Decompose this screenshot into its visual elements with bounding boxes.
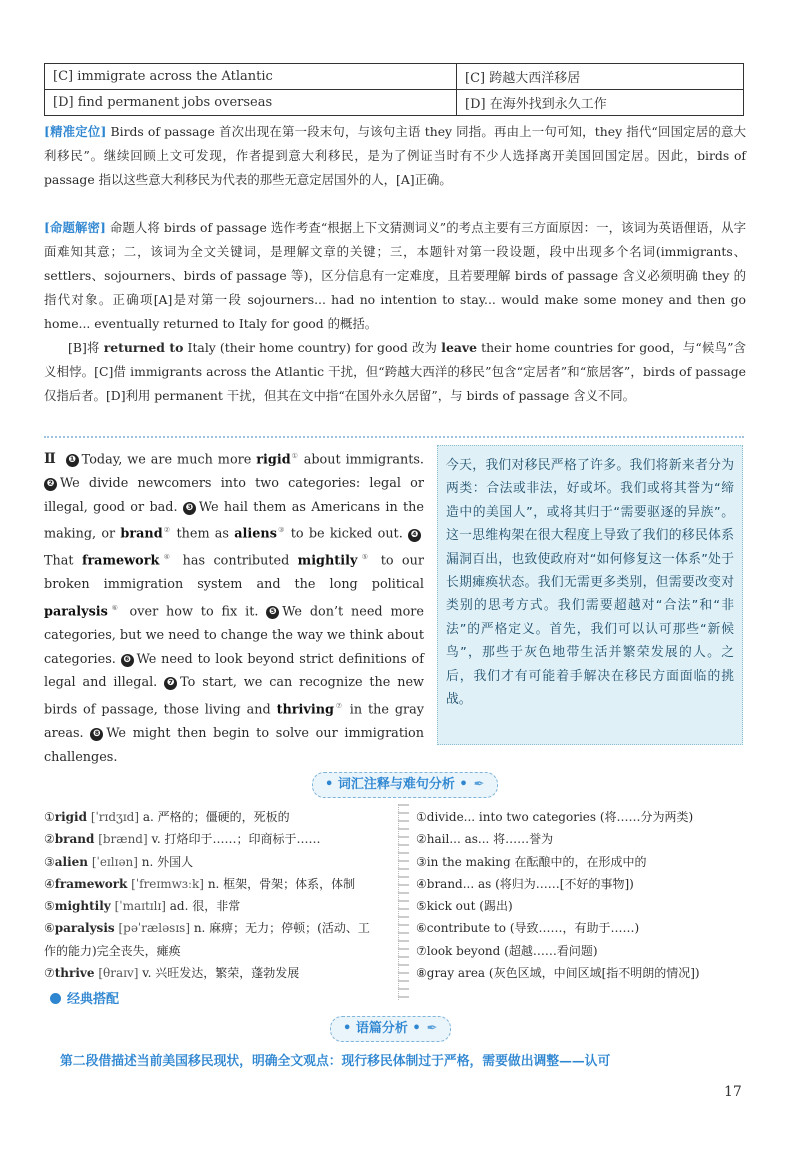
footnote-mark: ① <box>290 452 299 460</box>
jingzhun-paragraph <box>44 120 746 192</box>
option-d-zh: [D] 在海外找到永久工作 <box>457 90 744 116</box>
vocab-item-continued <box>44 940 394 962</box>
definition: n. 外国人 <box>141 854 194 869</box>
footnote-mark: ⑦ <box>333 702 344 711</box>
phrase-item: ⑧gray area (灰色区域，中间区域[指不明朗的情况]) <box>416 966 700 981</box>
vocab-item <box>44 873 394 895</box>
sentence-text: over how to fix it. <box>121 604 267 620</box>
sentence-text: That <box>44 553 82 569</box>
phonetic: [ˈrɪdʒɪd] <box>87 810 143 824</box>
phrase-item: ⑥contribute to (导致……，有助于……) <box>416 921 640 936</box>
sentence-text: to our broken immigration system and the long political <box>44 553 424 593</box>
analysis-section-header <box>330 1016 451 1042</box>
item-number: ③ <box>44 854 55 869</box>
pen-icon: ✒ <box>426 1021 438 1036</box>
sentence-text: We hail them as Americans in the making, or <box>44 499 424 542</box>
vocab-word: paralysis <box>54 921 115 936</box>
phonetic: [ˈfreɪmwɜːk] <box>127 876 208 891</box>
keyword: paralysis <box>44 604 108 620</box>
item-number: ⑤ <box>44 899 55 914</box>
sentence-text: them as <box>171 526 235 542</box>
text-fragment: Italy (their home country) for good 改为 <box>183 340 442 355</box>
sentence-number: ❽ <box>90 728 103 741</box>
sentence-text: To start, we can recognize the new birds of passage, those living and <box>44 675 425 718</box>
definition: n. 框架，骨架；体系，体制 <box>207 876 356 891</box>
vocab-word: alien <box>54 854 89 869</box>
item-number: ② <box>44 832 55 847</box>
sentence-text: Today, we are much more <box>81 452 257 468</box>
phrase-item: ①divide... into two categories (将……分为两类) <box>416 810 694 824</box>
jingzhun-tag: [精准定位] <box>44 124 107 139</box>
phonetic: [ˈeɪlɪən] <box>88 854 142 869</box>
item-number: ⑦ <box>44 966 55 981</box>
table-row <box>45 90 744 116</box>
phrase-item: ③in the making 在酝酿中的，在形成中的 <box>416 854 647 869</box>
vocab-item <box>44 917 394 939</box>
keyword: aliens <box>234 526 277 542</box>
sentence-number: ❸ <box>183 502 196 515</box>
sentence-number: ❻ <box>121 654 134 667</box>
keyword: framework <box>81 553 160 569</box>
keyword: rigid <box>256 452 291 468</box>
chinese-translation-box: 今天，我们对移民严格了许多。我们将新来者分为两类：合法或非法，好或坏。我们或将其誉为“缔造中的美国人”，或将其归于“需要驱逐的异族”。这一思维构架在很大程度上导致了我们的移民体系漏洞百出，也致使政府对“如何修复这一体系”处于长期瘫痪状态。我们无需更多类别，但需要改变对类别的思考方式。我们需要超越对“合法”和“非法”的严格定义。首先，我们可以认可那些“新候鸟”，那些于灰色地带生活并繁荣发展的人。之后，我们才有可能着手解决在移民方面面临的挑战。 <box>437 445 743 745</box>
vocab-section-header <box>312 772 498 798</box>
definition: ad. 很，非常 <box>169 899 241 914</box>
footnote-mark: ③ <box>276 526 286 535</box>
vocab-list <box>44 806 394 984</box>
sentence-text: to be kicked out. <box>285 526 408 542</box>
vocab-item <box>44 828 394 850</box>
options-table <box>44 63 744 116</box>
jingzhun-text: Birds of passage 首次出现在第一段末句，与该句主语 they 同指。再由上一句可知，they 指代“回国定居的意大利移民”。继续回顾上文可发现，作者提到意大利移民，是为了例证当时有不少人选择离开美国回国定居。因此，birds of passage 指以这些意大利移民为代表的那些无意定居国外的人，[A]正确。 <box>44 124 746 187</box>
sentence-number: ❼ <box>164 677 177 690</box>
sentence-text: We might then begin to solve our immigration challenges. <box>44 726 424 765</box>
footnote-mark: ② <box>162 526 172 535</box>
spiral-divider <box>398 804 409 1000</box>
section-title: • 词汇注释与难句分析 • <box>325 777 468 792</box>
english-passage <box>44 445 424 769</box>
vocab-word: brand <box>54 832 95 847</box>
option-c-en: [C] immigrate across the Atlantic <box>45 64 457 90</box>
option-d-en: [D] find permanent jobs overseas <box>45 90 457 116</box>
vocab-word: rigid <box>54 810 87 824</box>
mingti-text: 命题人将 birds of passage 选作考查“根据上下文猜测词义”的考点主要有三方面原因：一，该词为英语俚语，从字面难知其意；二，该词为全文关键词，是理解文章的关键；三，本题针对第一段设题，段中出现多个名词(immigrants、settlers、sojourners、birds of passage 等)，区分信息有一定难度，且若要理解 birds of passage 含义必须明确 they 的指代对象。正确项[A]是对第一段 sojourners... had no intention to stay... would make some money and then go home... eventually returned to Italy for good 的概括。 <box>44 220 746 331</box>
phonetic: [pəˈræləsɪs] <box>114 921 194 936</box>
text-fragment: [B]将 <box>68 340 104 355</box>
sentence-text: We divide newcomers into two categories: legal or illegal, good or bad. <box>44 475 424 515</box>
footnote-mark: ④ <box>159 553 175 562</box>
vocab-word: framework <box>54 876 128 891</box>
vocab-word: mightily <box>54 899 111 914</box>
definition: v. 兴旺发达，繁荣，蓬勃发展 <box>142 966 300 981</box>
keyword: mightily <box>297 553 358 569</box>
sentence-text: about immigrants. <box>298 452 424 468</box>
vocab-item <box>44 851 394 873</box>
sentence-text: We don’t need more categories, but we need to change the way we think about categories. <box>44 604 424 667</box>
sentence-text: in the gray areas. <box>44 702 424 742</box>
sentence-number: ❷ <box>44 478 57 491</box>
option-b-analysis <box>44 336 746 408</box>
definition: v. 打烙印于……；印商标于…… <box>151 832 321 847</box>
sentence-text: We need to look beyond strict definitions of legal and illegal. <box>44 651 424 691</box>
phrase-item: ④brand... as (将归为……[不好的事物]) <box>416 876 634 891</box>
definition: 作的能力)完全丧失，瘫痪 <box>44 943 181 958</box>
item-number: ⑥ <box>44 921 55 936</box>
sentence-text: has contributed <box>174 553 298 569</box>
keyword: thriving <box>276 702 334 718</box>
footnote-mark: ⑥ <box>107 604 122 613</box>
item-number: ④ <box>44 876 55 891</box>
sentence-number: ❺ <box>266 606 279 619</box>
section-title: • 语篇分析 • <box>343 1021 421 1036</box>
bold-phrase: leave <box>441 340 477 355</box>
vocab-item <box>44 895 394 917</box>
sentence-number: ❹ <box>408 529 421 542</box>
bold-phrase: returned to <box>103 340 184 355</box>
vocab-word: thrive <box>54 966 95 981</box>
phonetic: [θraɪv] <box>94 966 143 981</box>
classic-collocation-label <box>50 988 119 1007</box>
item-number: ① <box>44 810 55 824</box>
phonetic: [brænd] <box>94 832 152 847</box>
bullet-icon <box>50 993 61 1004</box>
vocab-item <box>44 962 394 984</box>
phrase-item: ⑦look beyond (超越……看问题) <box>416 943 598 958</box>
phrase-item: ⑤kick out (踢出) <box>416 899 513 914</box>
pen-icon: ✒ <box>473 777 485 792</box>
definition: n. 麻痹；无力；停顿；(活动、工 <box>193 921 370 936</box>
label-text: 经典搭配 <box>67 992 120 1007</box>
keyword: brand <box>120 526 163 542</box>
dotted-divider <box>44 436 744 438</box>
mingti-paragraph <box>44 216 746 336</box>
option-c-zh: [C] 跨越大西洋移居 <box>457 64 744 90</box>
phrase-item: ②hail... as... 将……誉为 <box>416 832 554 847</box>
footnote-mark: ⑤ <box>357 553 373 562</box>
page-number: 17 <box>724 1084 742 1100</box>
sentence-number: ❶ <box>66 454 79 467</box>
text-fragment: their home countries for good，与“候鸟”含义相悖。[C]借 immigrants across the Atlantic 干扰，但“跨越大西洋的移民”包含“定居者”和“旅居客”，birds of passage 仅指后者。[D]利用 permanent 干扰，但其在文中指“在国外永久居留”，与 birds of passage 含义不同。 <box>44 340 746 403</box>
phrase-list <box>416 806 746 984</box>
analysis-text: 第二段借描述当前美国移民现状，明确全文观点：现行移民体制过于严格，需要做出调整——认可 <box>60 1054 611 1069</box>
mingti-tag: [命题解密] <box>44 220 106 235</box>
phonetic: [ˈmaɪtɪlɪ] <box>110 899 170 914</box>
table-row <box>45 64 744 90</box>
vocab-item <box>44 806 394 828</box>
definition: a. 严格的；僵硬的，死板的 <box>142 810 290 824</box>
paragraph-number: Ⅱ <box>44 451 57 468</box>
